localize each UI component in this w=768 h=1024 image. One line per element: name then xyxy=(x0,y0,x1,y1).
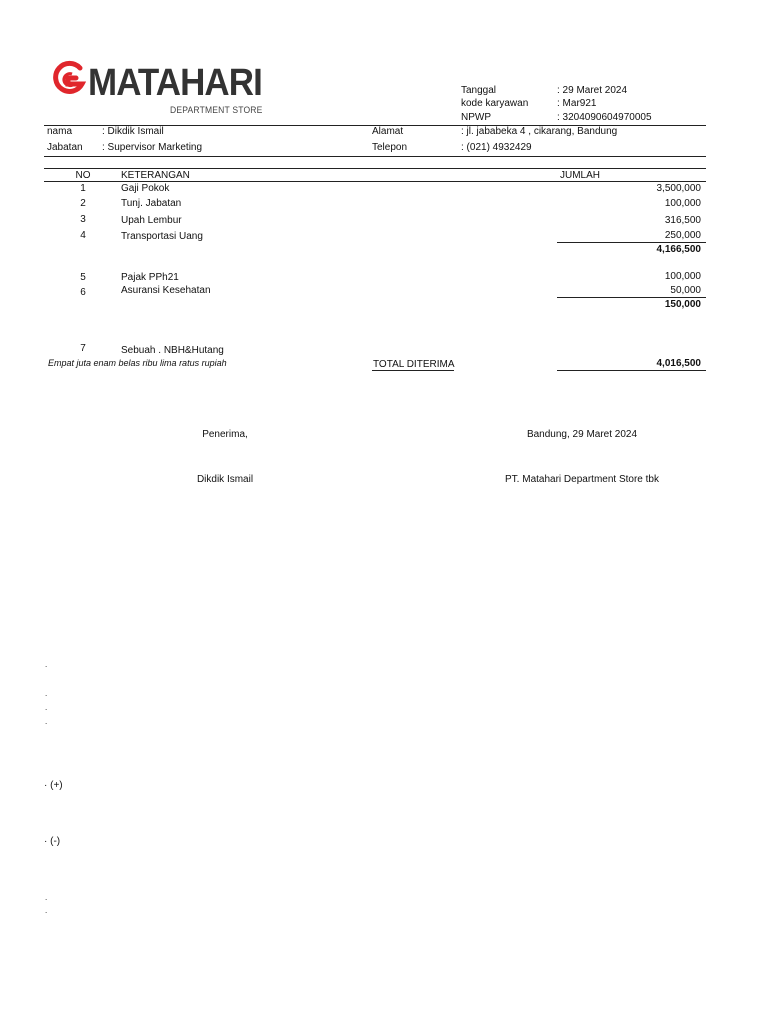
table-header-bottom-line xyxy=(44,181,706,182)
note-mark: . xyxy=(45,717,48,726)
meta-kode-label: kode karyawan xyxy=(461,98,529,109)
row-desc: Transportasi Uang xyxy=(121,231,203,242)
col-header-keterangan: KETERANGAN xyxy=(121,170,190,181)
company-logo xyxy=(50,60,263,120)
alamat-label: Alamat xyxy=(372,126,404,137)
total-in-words: Empat juta enam belas ribu lima ratus rupiah xyxy=(48,358,227,368)
alamat-value: : jl. jababeka 4 , cikarang, Bandung xyxy=(461,126,618,137)
row-desc: Asuransi Kesehatan xyxy=(121,285,211,296)
note-mark: . xyxy=(45,703,48,712)
nama-value: : Dikdik Ismail xyxy=(102,126,164,137)
logo-wordmark: MATAHARI xyxy=(88,62,262,104)
deduction-subtotal: 150,000 xyxy=(664,299,701,310)
row-no: 1 xyxy=(80,183,86,194)
row-no: 2 xyxy=(80,198,86,209)
col-header-no: NO xyxy=(75,170,91,181)
note-minus: · (-) xyxy=(44,836,61,847)
row-amount: 100,000 xyxy=(664,198,701,209)
company-signatory: PT. Matahari Department Store tbk xyxy=(505,474,659,485)
row-no: 5 xyxy=(80,272,86,283)
logo-subtitle: DEPARTMENT STORE xyxy=(170,105,263,116)
receiver-title: Penerima, xyxy=(202,429,248,440)
table-header-top-line xyxy=(44,168,706,169)
total-label-underline xyxy=(372,370,454,371)
row-no: 6 xyxy=(80,287,86,298)
jabatan-label: Jabatan xyxy=(47,142,83,153)
jabatan-value: : Supervisor Marketing xyxy=(102,142,203,153)
row-desc: Tunj. Jabatan xyxy=(121,198,182,209)
note-mark: . xyxy=(45,689,48,698)
meta-npwp-label: NPWP xyxy=(461,112,491,123)
row-amount: 100,000 xyxy=(664,271,701,282)
row-desc: Gaji Pokok xyxy=(121,183,170,194)
total-value-underline xyxy=(557,370,706,371)
row-desc: Upah Lembur xyxy=(121,215,182,226)
total-value: 4,016,500 xyxy=(656,358,701,369)
note-mark: . xyxy=(45,906,48,915)
telepon-label: Telepon xyxy=(372,142,408,153)
receiver-name: Dikdik Ismail xyxy=(196,474,254,485)
col-header-jumlah: JUMLAH xyxy=(560,170,601,181)
row-amount: 3,500,000 xyxy=(656,183,701,194)
matahari-swirl-icon xyxy=(50,60,86,100)
row-amount: 250,000 xyxy=(664,230,701,241)
deduction-subtotal-line xyxy=(557,297,706,298)
note-plus: · (+) xyxy=(44,780,63,791)
meta-npwp-value: : 3204090604970005 xyxy=(557,112,652,123)
divider-info xyxy=(44,156,706,157)
row-amount: 50,000 xyxy=(670,285,701,296)
meta-kode-value: : Mar921 xyxy=(557,98,597,109)
income-subtotal: 4,166,500 xyxy=(656,244,701,255)
row-desc: Pajak PPh21 xyxy=(121,272,179,283)
income-subtotal-line xyxy=(557,242,706,243)
note-mark: . xyxy=(45,893,48,902)
place-date: Bandung, 29 Maret 2024 xyxy=(526,429,638,440)
row-no: 4 xyxy=(80,230,86,241)
meta-tanggal-label: Tanggal xyxy=(461,85,497,96)
total-label: TOTAL DITERIMA xyxy=(373,359,455,370)
row-no: 3 xyxy=(80,214,86,225)
row-amount: 316,500 xyxy=(664,215,701,226)
note-mark: . xyxy=(45,660,48,669)
row-desc: Sebuah . NBH&Hutang xyxy=(121,345,224,356)
meta-tanggal-value: : 29 Maret 2024 xyxy=(557,85,628,96)
nama-label: nama xyxy=(47,126,73,137)
row-no: 7 xyxy=(80,343,86,354)
telepon-value: : (021) 4932429 xyxy=(461,142,532,153)
